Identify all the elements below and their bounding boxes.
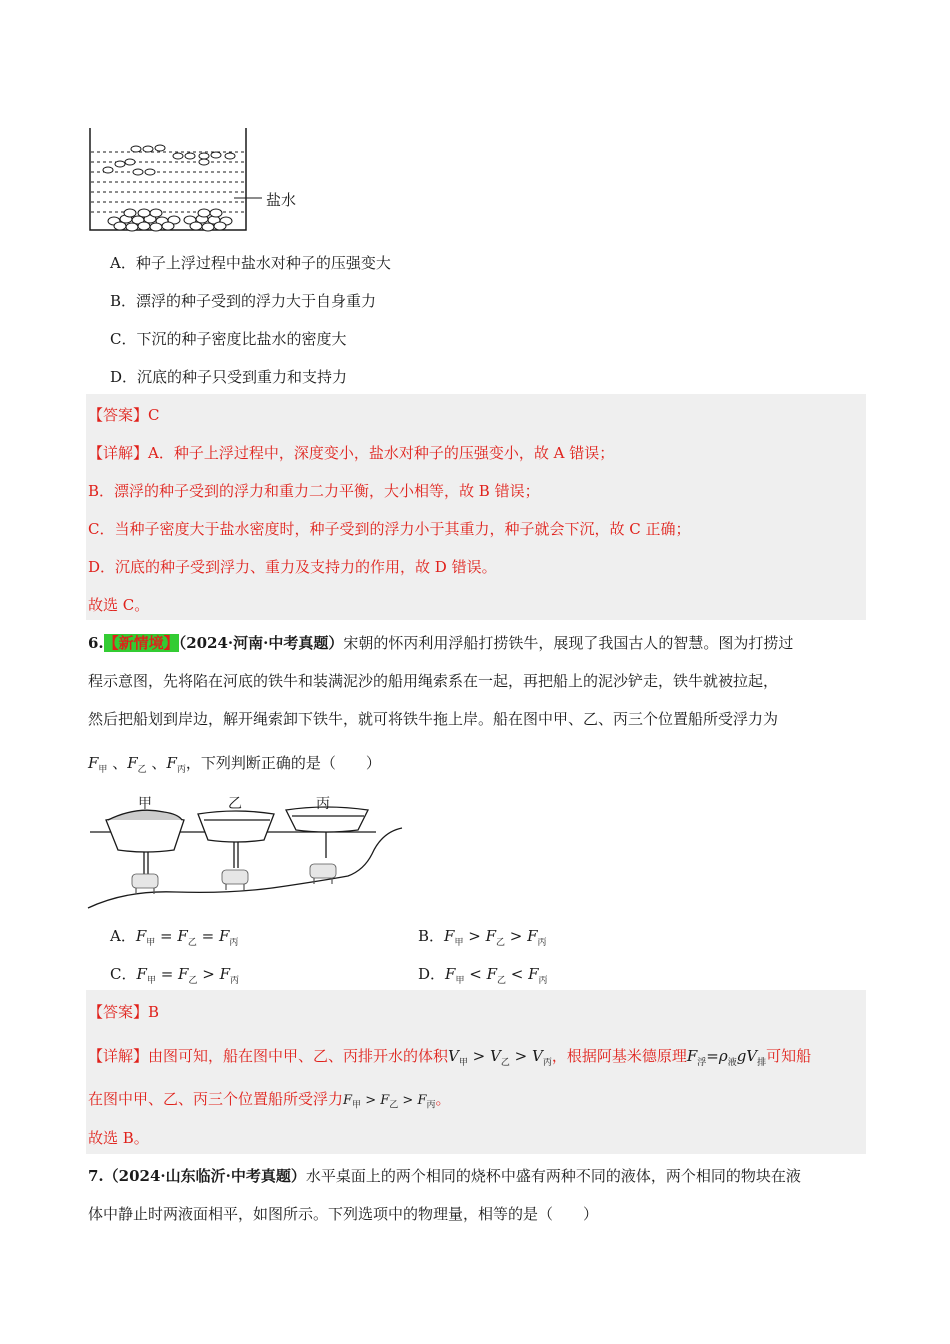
answer-label: 【答案】: [88, 406, 149, 424]
detail-text-5: 。: [435, 1090, 451, 1108]
q5-detail-line-1: [88, 442, 614, 463]
q6-source: （2024·河南·中考真题）: [178, 634, 344, 652]
q6-text: 宋朝的怀丙利用浮船打捞铁牛，展现了我国古人的智慧。图为打捞过: [343, 634, 794, 652]
answer-value: B: [148, 1003, 160, 1021]
q7-number: 7.: [88, 1167, 104, 1185]
q5-option-b[interactable]: B．漂浮的种子受到的浮力大于自身重力: [110, 292, 377, 310]
detail-text-3: 可知船: [766, 1047, 812, 1065]
q6-stem-line-1: [88, 632, 793, 653]
q5-option-d[interactable]: D．沉底的种子只受到重力和支持力: [110, 368, 348, 386]
q5-answer-box: [86, 394, 866, 620]
boat-label-jia: 甲: [138, 796, 152, 812]
q6-answer-box: [86, 990, 866, 1154]
detail-text: A．种子上浮过程中，深度变小，盐水对种子的压强变小，故 A 错误；: [148, 444, 615, 462]
q7-stem-line-1: [88, 1165, 801, 1186]
q7-source: （2024·山东临沂·中考真题）: [103, 1167, 306, 1185]
q6-tail: ，下列判断正确的是（ ）: [185, 754, 381, 772]
answer-value: C: [148, 406, 160, 424]
q6-option-c[interactable]: C．$F_甲 = F_乙 > F_丙$: [110, 965, 240, 986]
q5-option-a[interactable]: A．种子上浮过程中盐水对种子的压强变大: [110, 254, 391, 272]
q6-number: 6.: [88, 634, 104, 652]
q6-detail-line-2: 在图中甲、乙、丙三个位置船所受浮力$F_甲 > F_乙 > F_丙$。: [88, 1090, 451, 1111]
detail-label: 【详解】: [88, 444, 149, 462]
q7-stem-line-2: 体中静止时两液面相平，如图所示。下列选项中的物理量，相等的是（ ）: [88, 1205, 599, 1223]
q6-stem-line-2: 程示意图，先将陷在河底的铁牛和装满泥沙的船用绳索系在一起，再把船上的泥沙铲走，铁牛就被拉起，: [88, 672, 779, 690]
q5-detail-line-3: C．当种子密度大于盐水密度时，种子受到的浮力小于其重力，种子就会下沉，故 C 正确；: [88, 520, 691, 538]
option-letter: C．: [110, 965, 137, 983]
q5-detail-line-4: D．沉底的种子受到浮力、重力及支持力的作用，故 D 错误。: [88, 558, 497, 576]
q5-answer: [88, 404, 160, 425]
detail-label: 【详解】: [88, 1047, 149, 1065]
detail-text-2: ，根据阿基米德原理: [551, 1047, 687, 1065]
q6-option-d[interactable]: D．$F_甲 < F_乙 < F_丙$: [418, 965, 548, 986]
option-letter: D．: [418, 965, 446, 983]
option-letter: A．: [110, 927, 136, 945]
boat-label-bing: 丙: [316, 796, 330, 812]
q6-answer: [88, 1001, 159, 1022]
q6-detail-line-1: 【详解】由图可知，船在图中甲、乙、丙排开水的体积$V_甲 > V_乙 > V_丙$，根据阿基米德原理$F_浮=\rho_液gV_排$可知船: [88, 1047, 812, 1068]
boat-label-yi: 乙: [228, 796, 242, 812]
answer-label: 【答案】: [88, 1003, 149, 1021]
salt-water-beaker-figure: [84, 126, 324, 232]
q5-detail-line-2: B．漂浮的种子受到的浮力和重力二力平衡，大小相等，故 B 错误；: [88, 482, 540, 500]
q6-option-a[interactable]: A．$F_甲 = F_乙 = F_丙$: [110, 927, 239, 948]
q6-stem-line-3: 然后把船划到岸边，解开绳索卸下铁牛，就可将铁牛拖上岸。船在图中甲、乙、丙三个位置船所受浮力为: [88, 710, 779, 728]
detail-text-4: 在图中甲、乙、丙三个位置船所受浮力: [88, 1090, 344, 1108]
detail-text: 由图可知，船在图中甲、乙、丙排开水的体积: [148, 1047, 449, 1065]
q6-conclusion: 故选 B。: [88, 1129, 149, 1147]
q6-option-b[interactable]: B．$F_甲 > F_乙 > F_丙$: [418, 927, 547, 948]
salt-water-label: 盐水: [266, 191, 297, 209]
boats-iron-ox-figure: [86, 790, 406, 912]
q6-tag-badge: 【新情境】: [103, 634, 179, 652]
q5-conclusion: 故选 C。: [88, 596, 150, 614]
q5-option-c[interactable]: C．下沉的种子密度比盐水的密度大: [110, 330, 347, 348]
q7-text: 水平桌面上的两个相同的烧杯中盛有两种不同的液体，两个相同的物块在液: [305, 1167, 801, 1185]
option-letter: B．: [418, 927, 445, 945]
q6-stem-line-4: $F_甲$ 、$F_乙$ 、$F_丙$，下列判断正确的是（ ）: [88, 754, 381, 775]
